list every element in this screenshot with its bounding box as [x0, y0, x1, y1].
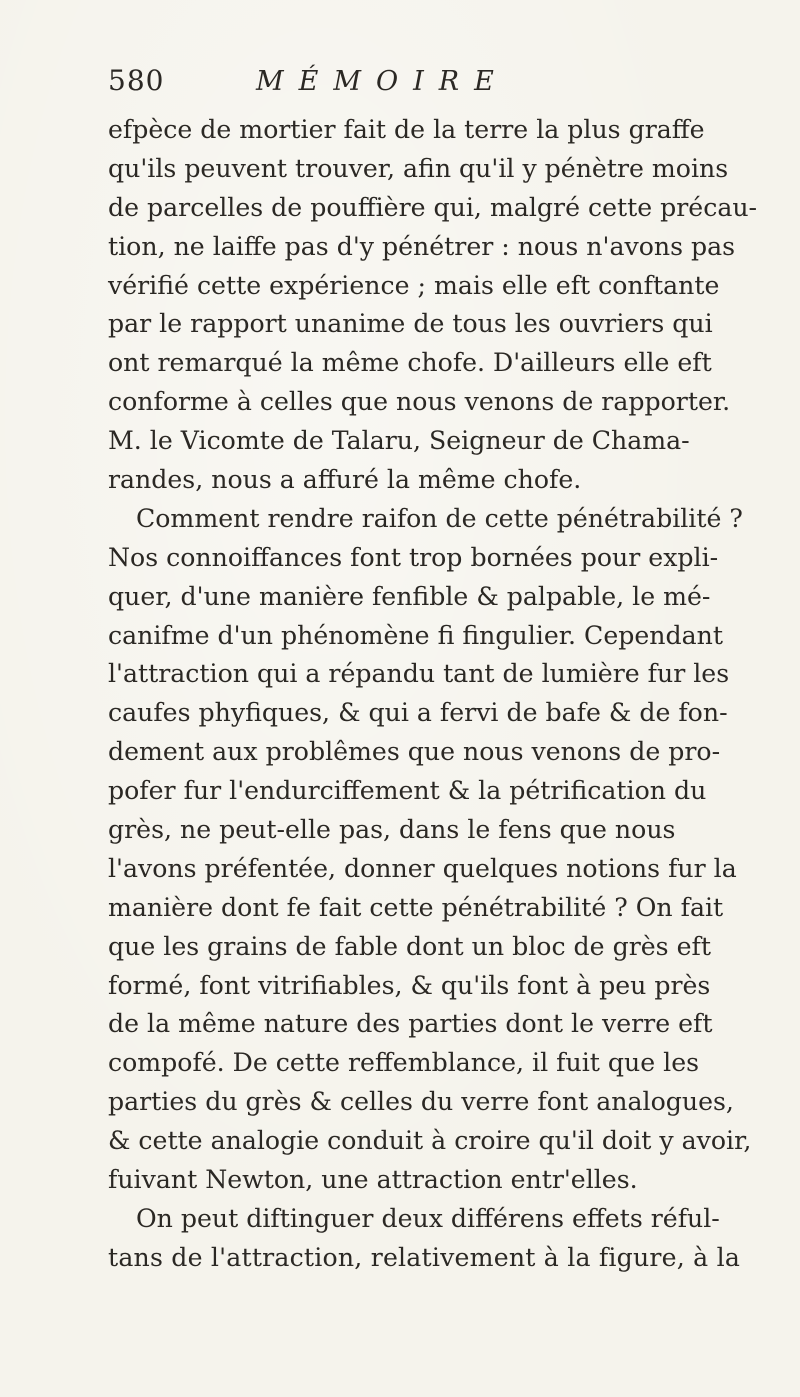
text-line: M. le Vicomte de Talaru, Seigneur de Chama- [108, 426, 690, 456]
text-line: de parcelles de pouffière qui, malgré cette précau- [108, 192, 758, 222]
text-line: l'avons préfentée, donner quelques notions fur la [108, 853, 737, 883]
text-line: Nos connoiffances font trop bornées pour expli- [108, 542, 719, 572]
text-line: conforme à celles que nous venons de rapporter. [108, 387, 731, 417]
paragraph-start-line: On peut diftinguer deux différens effets réful- [136, 1203, 720, 1233]
text-line: parties du grès & celles du verre font analogues, [108, 1087, 734, 1117]
text-line: de la même nature des parties dont le verre eft [108, 1009, 713, 1039]
text-line: tans de l'attraction, relativement à la figure, à la [108, 1242, 741, 1272]
text-line: grès, ne peut-elle pas, dans le fens que nous [108, 815, 676, 845]
text-line: par le rapport unanime de tous les ouvriers qui [108, 309, 713, 339]
text-line: fuivant Newton, une attraction entr'elles. [108, 1165, 638, 1195]
text-line: canifme d'un phénomène fi fingulier. Cependant [108, 620, 723, 650]
text-line: efpèce de mortier fait de la terre la plus graffe [108, 115, 705, 144]
text-line: manière dont fe fait cette pénétrabilité ? On fait [108, 892, 724, 922]
text-line: formé, font vitrifiables, & qu'ils font à peu près [108, 970, 711, 1000]
text-line: pofer fur l'endurciffement & la pétrification du [108, 776, 707, 806]
text-line: dement aux problêmes que nous venons de pro- [108, 737, 721, 767]
paragraph-start-line: Comment rendre raifon de cette pénétrabilité ? [136, 503, 743, 533]
body-text [108, 111, 758, 1278]
text-line: compofé. De cette reffemblance, il fuit que les [108, 1048, 700, 1078]
text-line: vérifié cette expérience ; mais elle eft conftante [108, 270, 720, 300]
text-line: l'attraction qui a répandu tant de lumière fur les [108, 659, 730, 689]
page-header [108, 64, 668, 104]
text-line: randes, nous a affuré la même chofe. [108, 465, 582, 495]
text-line: ont remarqué la même chofe. D'ailleurs elle eft [108, 348, 712, 378]
text-line: tion, ne laiffe pas d'y pénétrer : nous n'avons pas [108, 231, 736, 261]
running-title: MÉMOIRE [256, 66, 509, 97]
text-line: qu'ils peuvent trouver, afin qu'il y pénètre moins [108, 153, 729, 183]
page-number: 580 [108, 64, 165, 97]
text-line: & cette analogie conduit à croire qu'il doit y avoir, [108, 1126, 752, 1156]
text-line: que les grains de fable dont un bloc de grès eft [108, 931, 711, 961]
text-line: caufes phyfiques, & qui a fervi de bafe & de fon- [108, 698, 728, 728]
text-line: quer, d'une manière fenfible & palpable, le mé- [108, 581, 711, 611]
